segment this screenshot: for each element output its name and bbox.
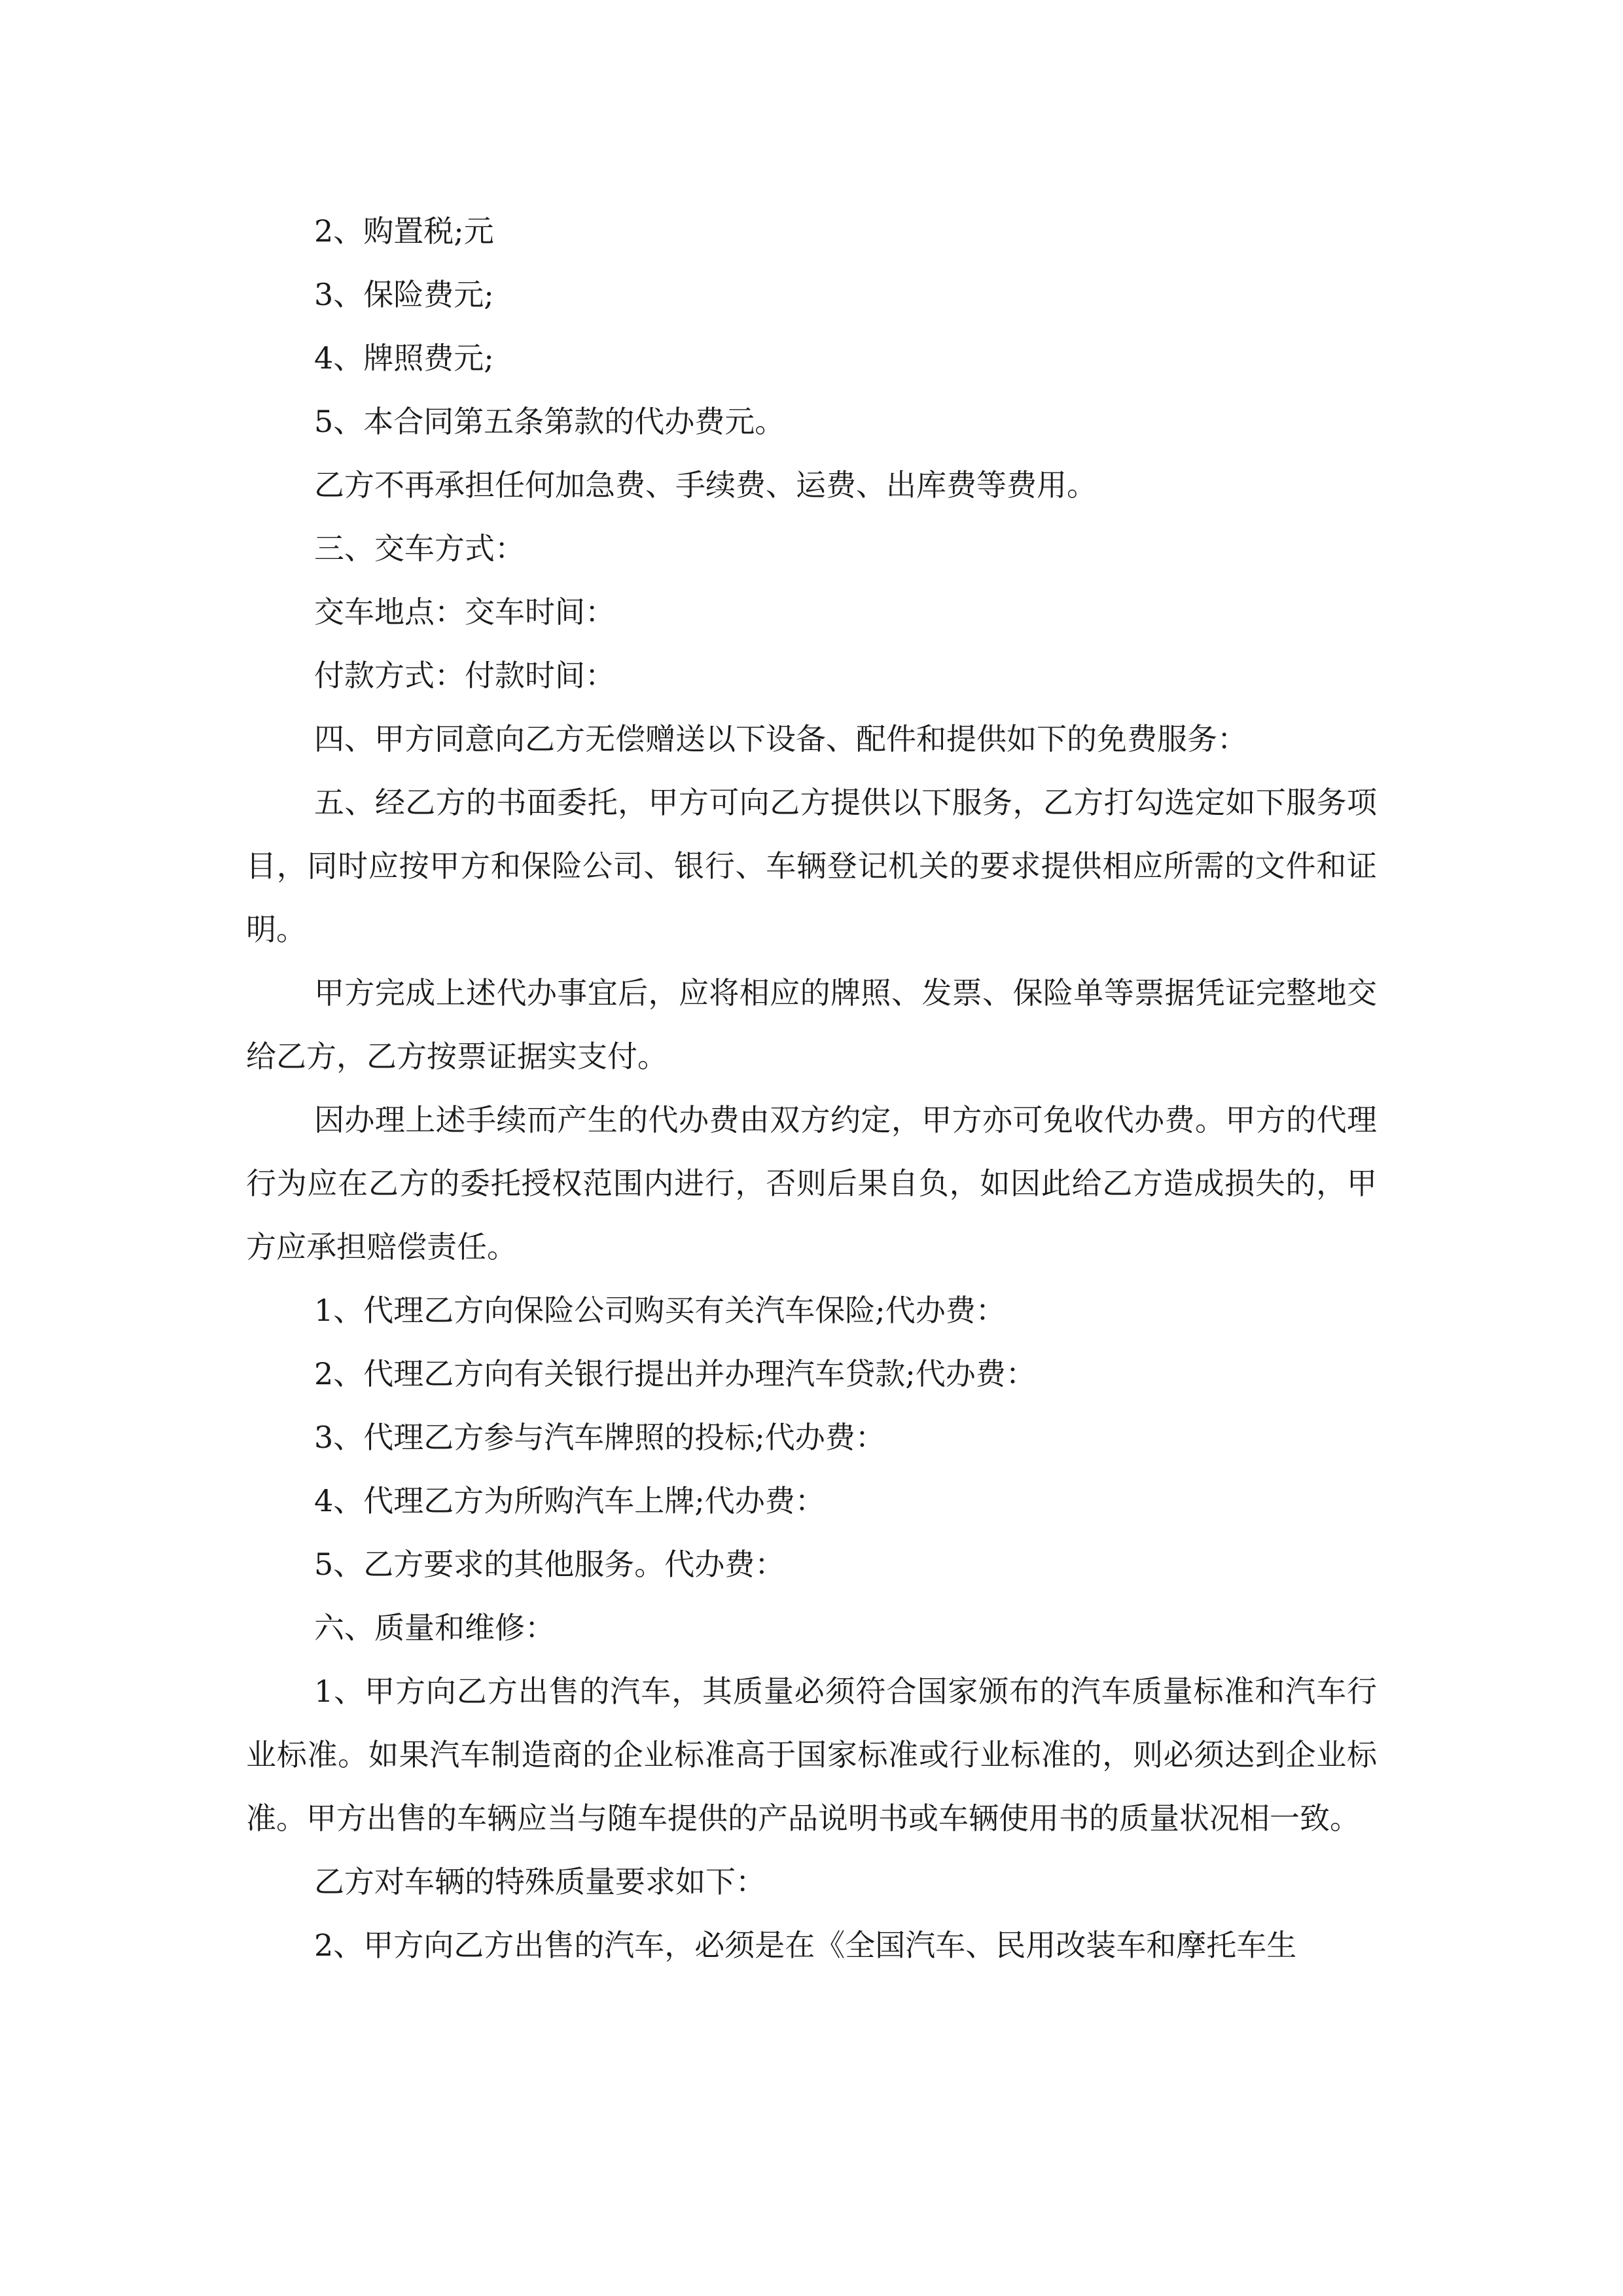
list-item: 5、乙方要求的其他服务。代办费： bbox=[314, 1547, 785, 1582]
paragraph: 5、本合同第五条第款的代办费元。 bbox=[314, 404, 785, 439]
paragraph: 乙方对车辆的特殊质量要求如下： bbox=[314, 1864, 766, 1899]
list-item: 1、代理乙方向保险公司购买有关汽车保险;代办费： bbox=[314, 1293, 1006, 1328]
list-item: 4、代理乙方为所购汽车上牌;代办费： bbox=[314, 1483, 825, 1518]
list-item: 3、代理乙方参与汽车牌照的投标;代办费： bbox=[314, 1420, 885, 1455]
list-item: 1、甲方向乙方出售的汽车，其质量必须符合国家颁布的汽车质量标准和汽车行业标准。如果汽车制造商的企业标准高于国家标准或行业标准的，则必须达到企业标准。甲方出售的车辆应当与随车提供的产品说明书或车辆使用书的质量状况相一致。 bbox=[246, 1674, 1377, 1836]
paragraph: 3、保险费元; bbox=[314, 277, 494, 312]
paragraph: 乙方不再承担任何加急费、手续费、运费、出库费等费用。 bbox=[314, 467, 1097, 503]
paragraph: 付款方式：付款时间： bbox=[314, 658, 615, 693]
paragraph: 因办理上述手续而产生的代办费由双方约定，甲方亦可免收代办费。甲方的代理行为应在乙方的委托授权范围内进行，否则后果自负，如因此给乙方造成损失的，甲方应承担赔偿责任。 bbox=[246, 1102, 1377, 1265]
paragraph: 2、购置税;元 bbox=[314, 213, 494, 249]
paragraph: 4、牌照费元; bbox=[314, 340, 494, 376]
section-heading: 五、经乙方的书面委托，甲方可向乙方提供以下服务，乙方打勾选定如下服务项目，同时应按甲方和保险公司、银行、车辆登记机关的要求提供相应所需的文件和证明。 bbox=[246, 785, 1377, 947]
section-heading: 三、交车方式： bbox=[314, 531, 525, 566]
list-item: 2、代理乙方向有关银行提出并办理汽车贷款;代办费： bbox=[314, 1356, 1036, 1391]
document-page bbox=[246, 200, 1377, 1977]
paragraph: 交车地点：交车时间： bbox=[314, 594, 615, 630]
paragraph: 甲方完成上述代办事宜后，应将相应的牌照、发票、保险单等票据凭证完整地交给乙方，乙方按票证据实支付。 bbox=[246, 975, 1377, 1074]
section-heading: 六、质量和维修： bbox=[314, 1610, 555, 1645]
list-item: 2、甲方向乙方出售的汽车，必须是在《全国汽车、民用改装车和摩托车生 bbox=[314, 1928, 1297, 1963]
section-heading: 四、甲方同意向乙方无偿赠送以下设备、配件和提供如下的免费服务： bbox=[314, 721, 1247, 757]
